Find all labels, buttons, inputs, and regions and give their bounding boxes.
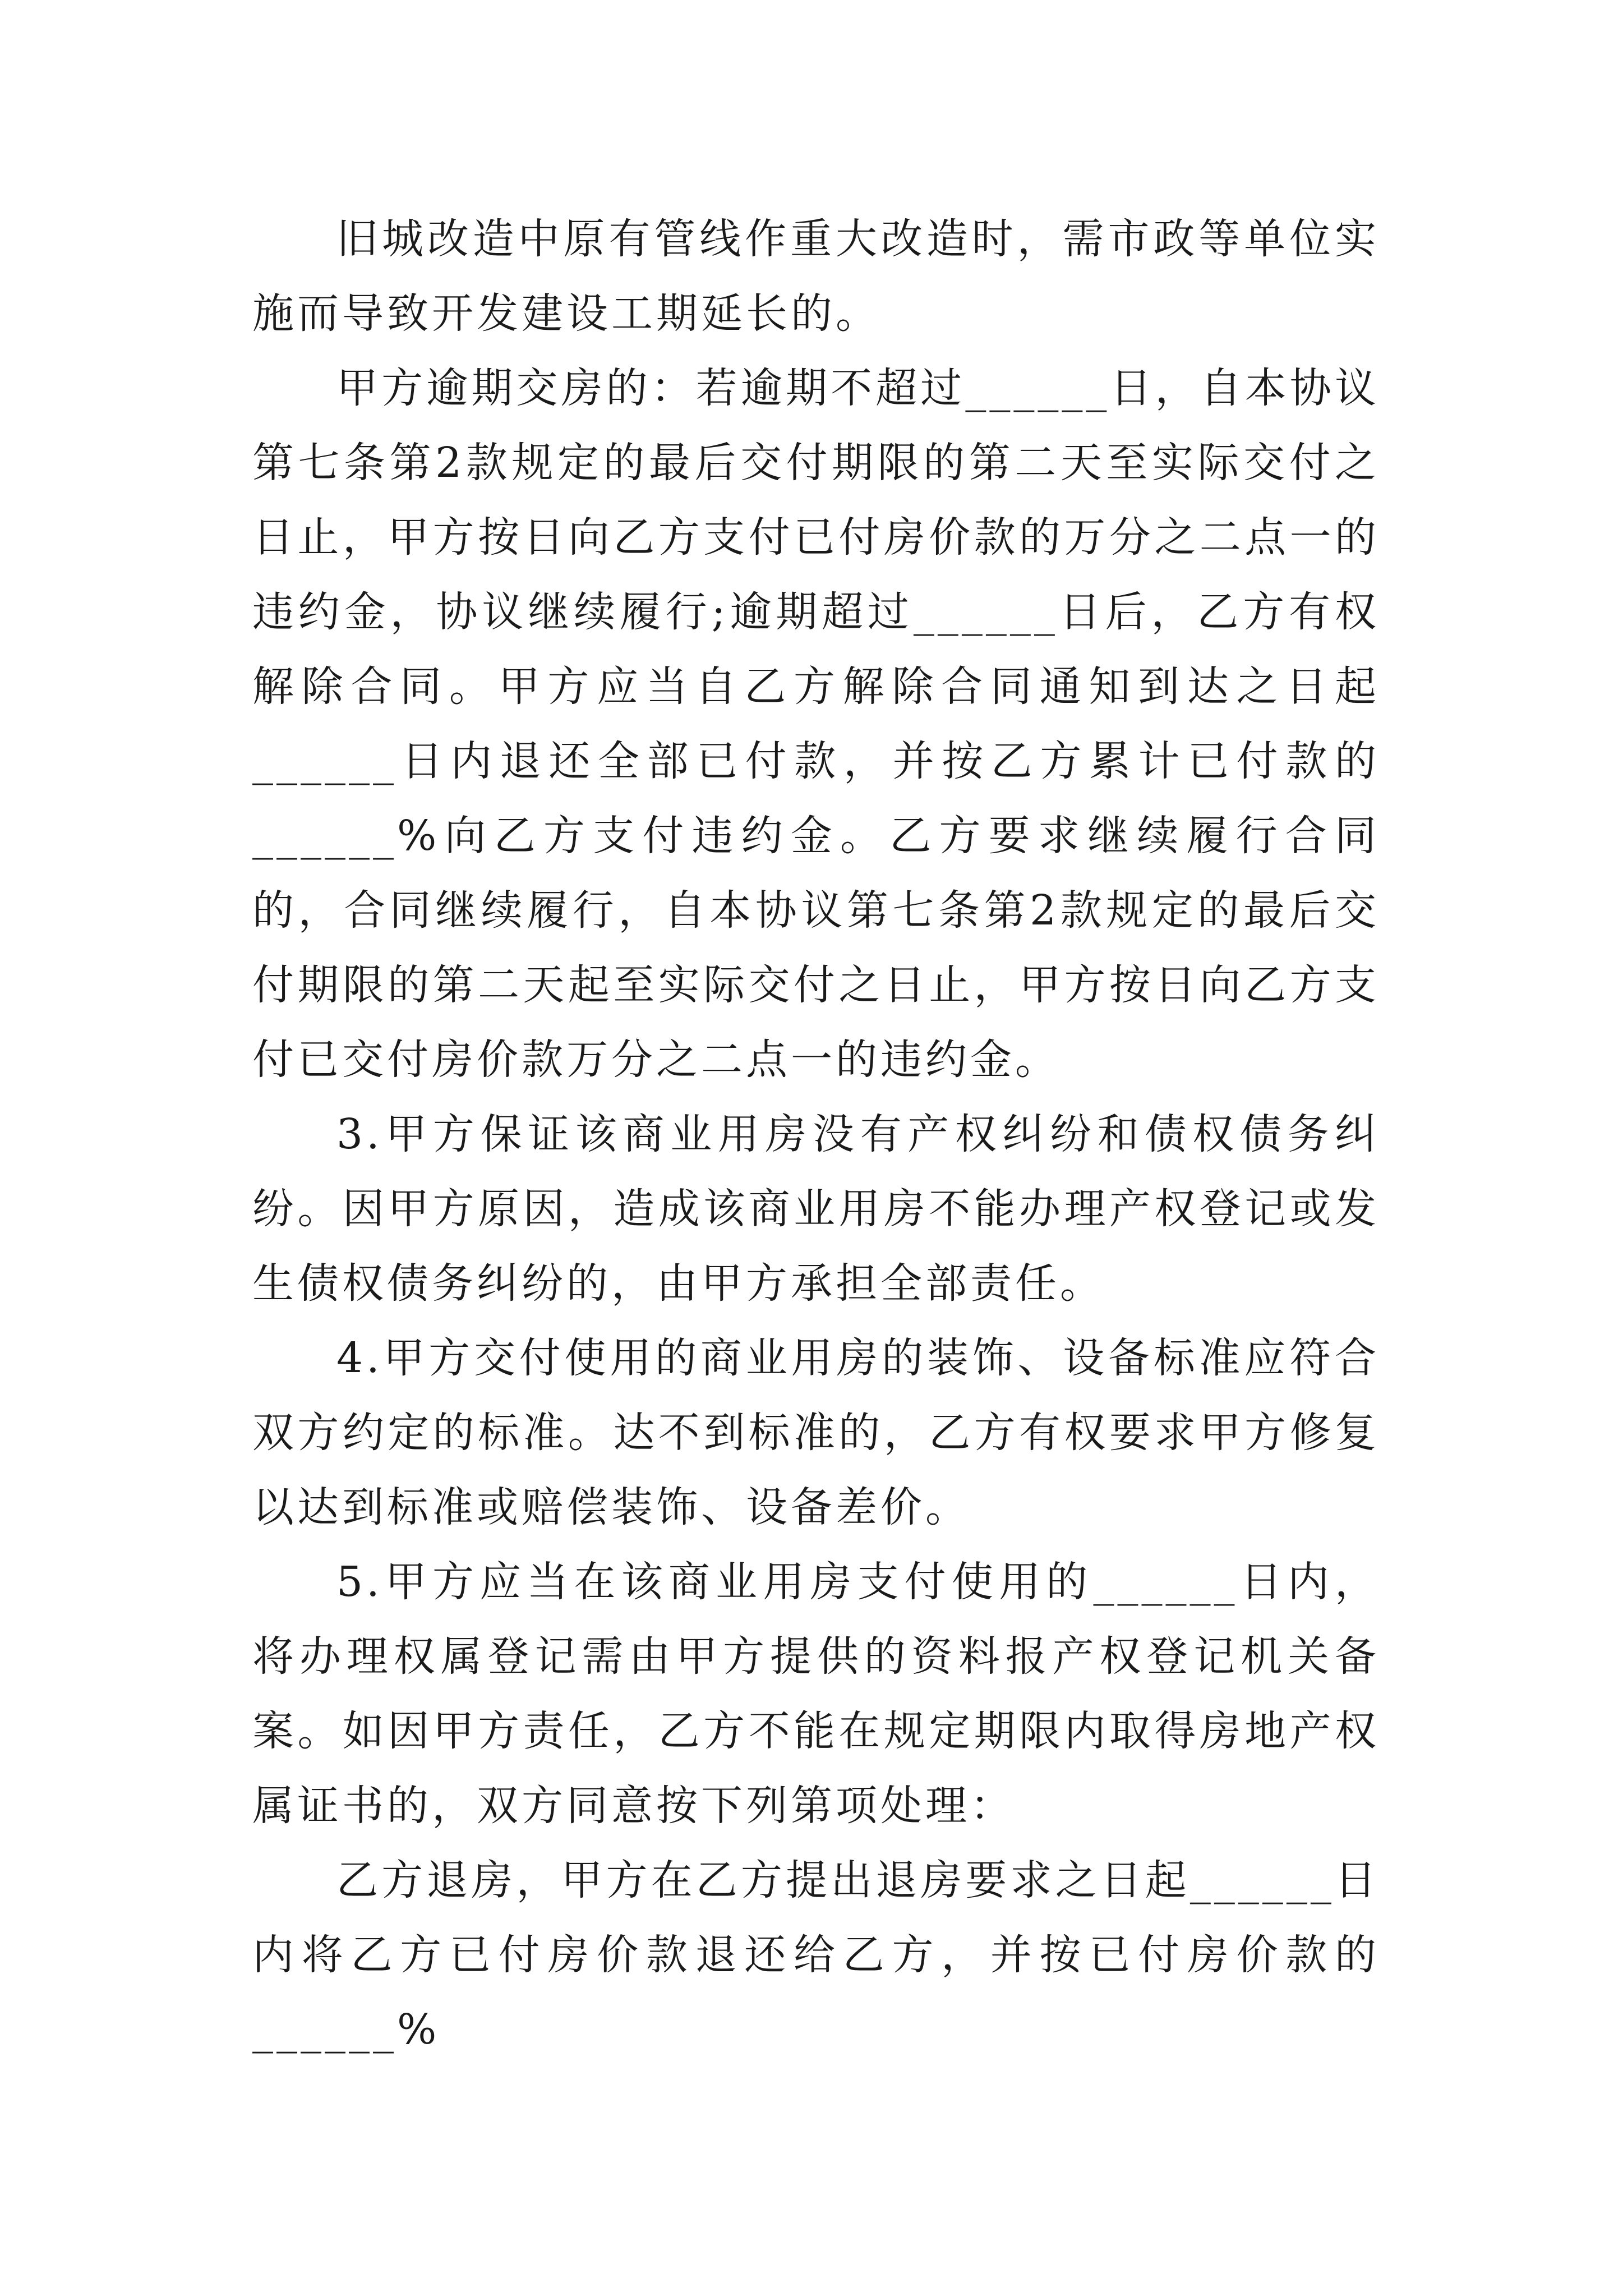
paragraph-1: 旧城改造中原有管线作重大改造时，需市政等单位实施而导致开发建设工期延长的。 (252, 215, 1380, 338)
paragraph-4: 4.甲方交付使用的商业用房的装饰、设备标准应符合双方约定的标准。达不到标准的，乙方有权要求甲方修复以达到标准或赔偿装饰、设备差价。 (252, 1334, 1380, 1531)
paragraph-3: 3.甲方保证该商业用房没有产权纠纷和债权债务纠纷。因甲方原因，造成该商业用房不能办理产权登记或发生债权债务纠纷的，由甲方承担全部责任。 (252, 1110, 1380, 1308)
paragraph-5: 5.甲方应当在该商业用房支付使用的______日内，将办理权属登记需由甲方提供的资料报产权登记机关备案。如因甲方责任，乙方不能在规定期限内取得房地产权属证书的，双方同意按下列第项处理： (252, 1558, 1380, 1830)
paragraph-6: 乙方退房，甲方在乙方提出退房要求之日起______日内将乙方已付房价款退还给乙方，并按已付房价款的______% (252, 1856, 1380, 2054)
document-body (252, 202, 1380, 2067)
paragraph-2: 甲方逾期交房的：若逾期不超过______日，自本协议第七条第2款规定的最后交付期限的第二天至实际交付之日止，甲方按日向乙方支付已付房价款的万分之二点一的违约金，协议继续履行;逾期超过______日后，乙方有权解除合同。甲方应当自乙方解除合同通知到达之日起______日内退还全部已付款，并按乙方累计已付款的______%向乙方支付违约金。乙方要求继续履行合同的，合同继续履行，自本协议第七条第2款规定的最后交付期限的第二天起至实际交付之日止，甲方按日向乙方支付已交付房价款万分之二点一的违约金。 (252, 364, 1380, 1084)
